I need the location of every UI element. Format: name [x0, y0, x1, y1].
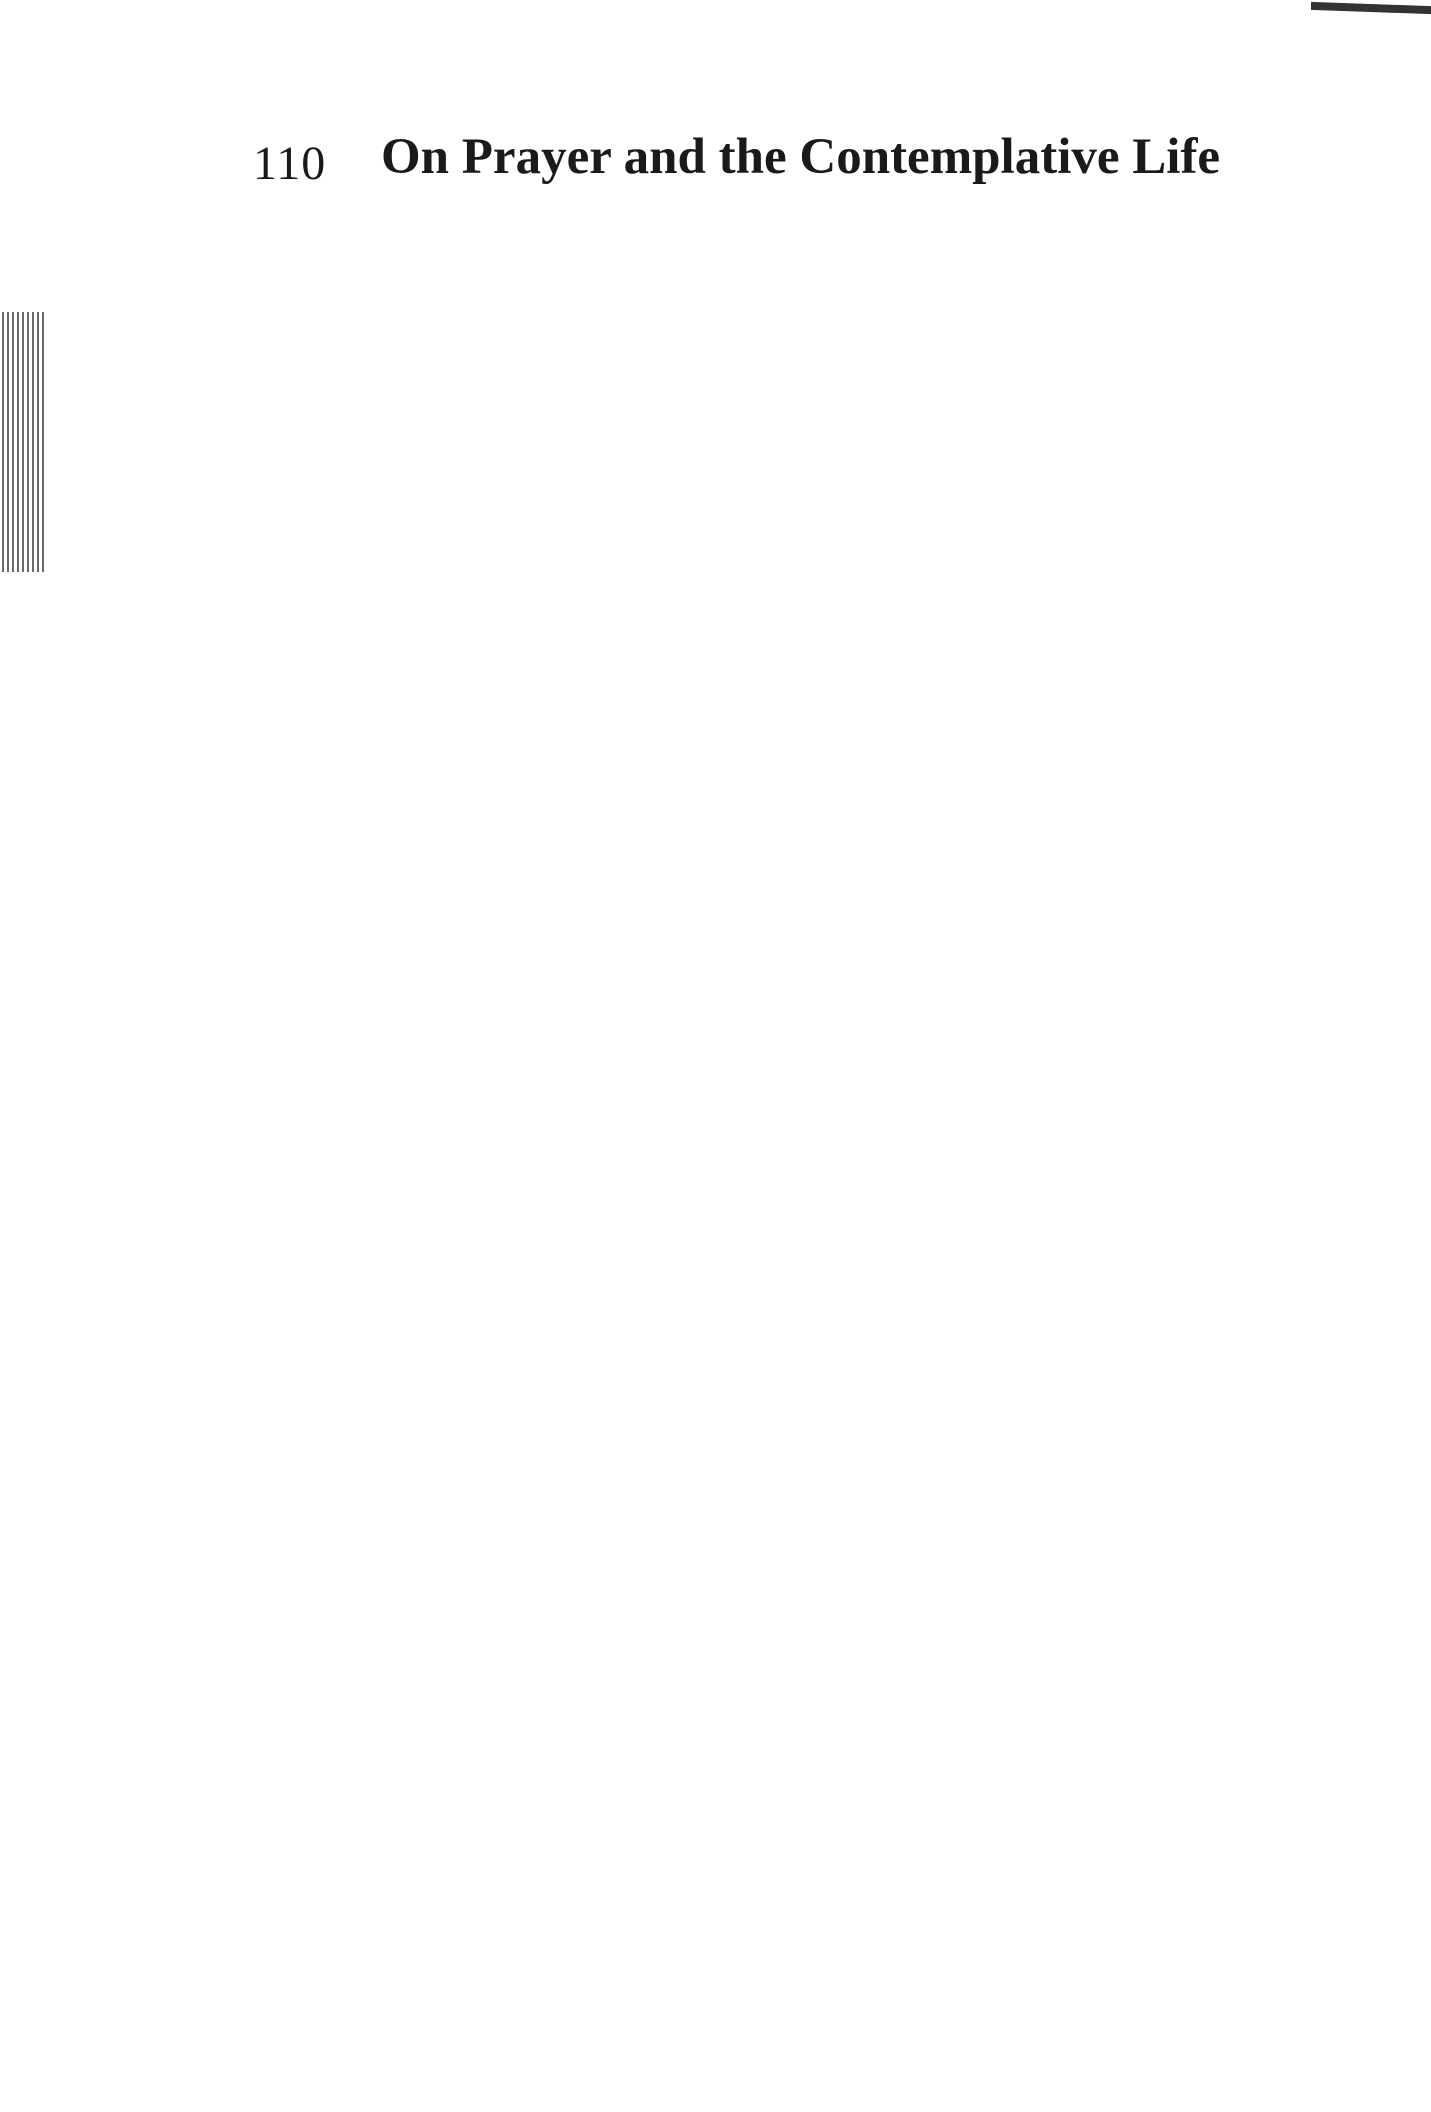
page-number: 110: [253, 137, 327, 190]
scan-edge-mark: [1311, 2, 1431, 14]
running-title: On Prayer and the Contemplative Life: [381, 129, 1221, 185]
page-header: [253, 128, 1293, 198]
binding-shadow: [2, 312, 44, 572]
